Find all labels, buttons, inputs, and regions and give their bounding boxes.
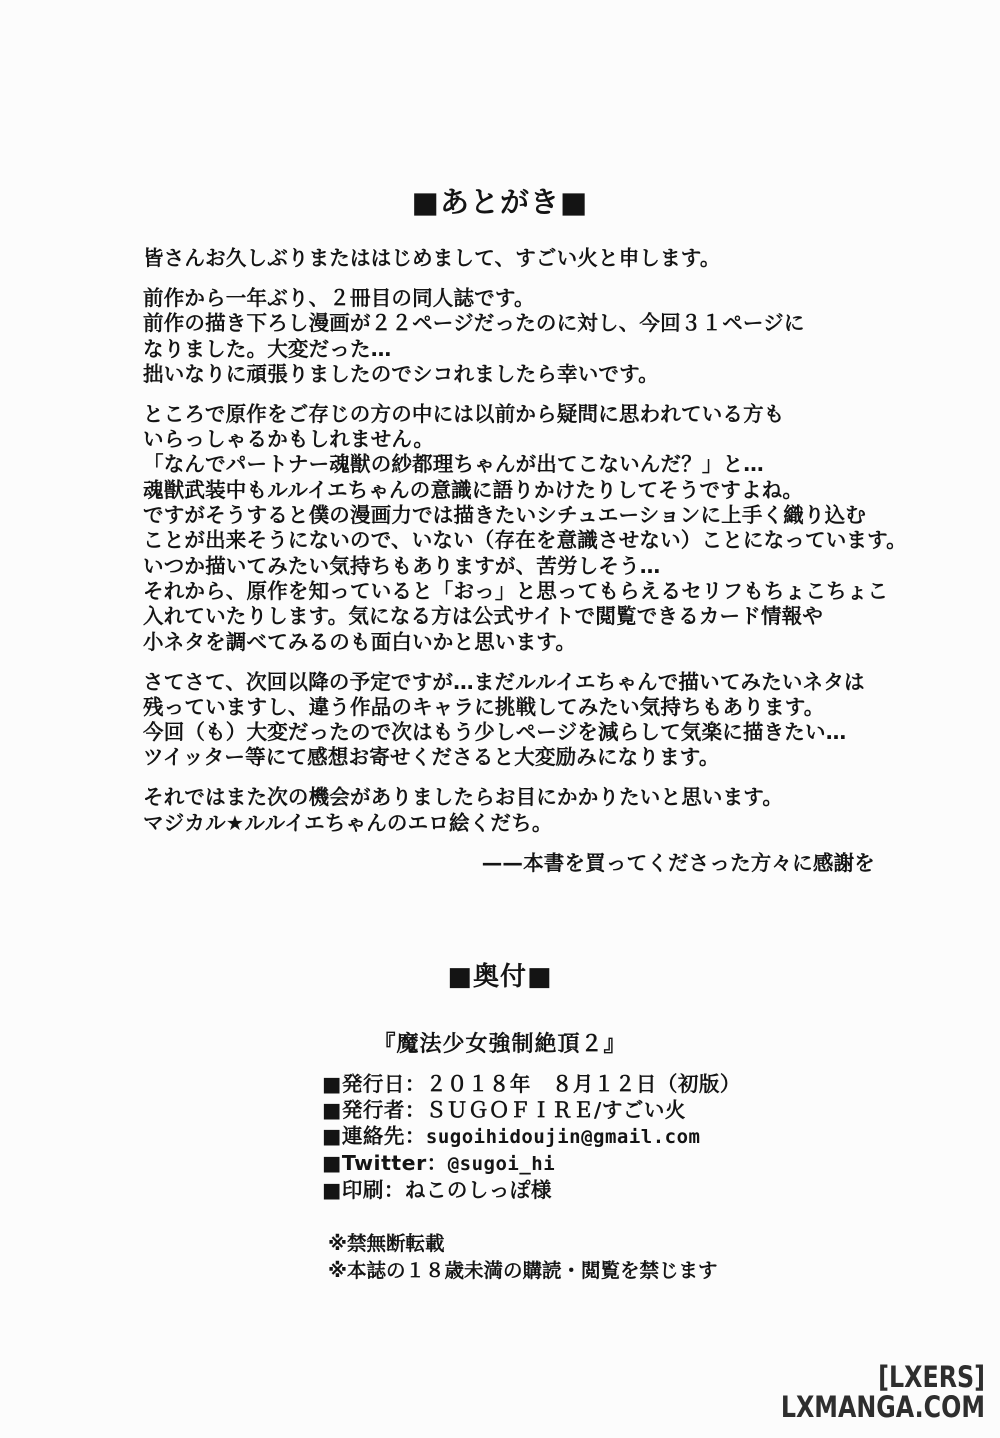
paragraph-original-work [143, 401, 907, 655]
text-line: ですがそうすると僕の漫画力では描きたいシチュエーションに上手く織り込む [143, 503, 867, 528]
text-line: 前作の描き下ろし漫画が２２ページだったのに対し、今回３１ページに [143, 311, 805, 336]
paragraph-farewell [143, 785, 875, 836]
text-line: それではまた次の機会がありましたらお目にかかりたいと思います。 [143, 785, 784, 810]
text-line: いつか描いてみたい気持ちもありますが、苦労しそう… [143, 553, 661, 578]
entry-label: ■発行日： [322, 1072, 426, 1096]
entry-label: ■Twitter： [322, 1151, 448, 1175]
watermark-tag: [LXERS] [878, 1360, 985, 1394]
colophon-entry-publish-date [322, 1071, 741, 1097]
closing-dedication: ——本書を買ってくださった方々に感謝を [481, 850, 875, 875]
book-title: 『魔法少女強制絶頂２』 [373, 1032, 627, 1057]
text-line: さてさて、次回以降の予定ですが…まだルルイエちゃんで描いてみたいネタは [143, 669, 865, 694]
colophon-entry-contact-email [322, 1123, 741, 1150]
text-line: 入れていたりします。気になる方は公式サイトで閲覧できるカード情報や [143, 604, 824, 629]
entry-value: ＳＵＧＯＦＩＲＥ/すごい火 [425, 1098, 686, 1122]
entry-value: ２０１８年 ８月１２日（初版） [425, 1072, 741, 1096]
text-line: マジカル★ルルイエちゃんのエロ絵くだち。 [143, 810, 553, 835]
text-line: ことが出来そうにないので、いない（存在を意識させない）ことになっています。 [143, 528, 907, 553]
entry-value-twitter-handle: @sugoi_hi [447, 1153, 556, 1175]
text-line: 皆さんお久しぶりまたははじめまして、すごい火と申します。 [143, 246, 721, 270]
entry-label: ■連絡先： [322, 1124, 426, 1148]
paragraph-book-info [143, 286, 875, 387]
afterword-section-title: ■あとがき■ [411, 185, 589, 219]
paragraph-future-plans [143, 670, 875, 771]
text-line: 小ネタを調べてみるのも面白いかと思います。 [143, 629, 577, 654]
entry-label: ■印刷： [322, 1178, 405, 1202]
site-watermark [781, 1362, 985, 1422]
text-line: 前作から一年ぶり、２冊目の同人誌です。 [143, 285, 535, 310]
text-line: 今回（も）大変だったので次はもう少しページを減らして気楽に描きたい… [143, 720, 847, 745]
text-line: 拙いなりに頑張りましたのでシコれましたら幸いです。 [143, 361, 659, 386]
notice-age-restriction: ※本誌の１８歳未満の購読・閲覧を禁じます [328, 1258, 718, 1282]
text-line: 残っていますし、違う作品のキャラに挑戦してみたい気持ちもあります。 [143, 694, 825, 719]
colophon-entries [322, 1071, 741, 1203]
colophon-section-title: ■奥付■ [447, 962, 553, 992]
text-line: いらっしゃるかもしれません。 [143, 427, 435, 452]
text-line: なりました。大変だった… [143, 336, 392, 361]
entry-value-email: sugoihidoujin@gmail.com [425, 1126, 701, 1148]
colophon-entry-twitter [322, 1150, 741, 1177]
text-line: それから、原作を知っていると「おっ」と思ってもらえるセリフもちょこちょこ [143, 578, 889, 603]
colophon-entry-printer [322, 1177, 741, 1203]
text-line: 魂獣武装中もルルイエちゃんの意識に語りかけたりしてそうですよね。 [143, 477, 804, 502]
text-line: 「なんでパートナー魂獣の紗都理ちゃんが出てこないんだ？」と… [143, 452, 764, 477]
afterword-body [143, 246, 907, 876]
entry-label: ■発行者： [322, 1098, 426, 1122]
text-line: ツイッター等にて感想お寄せくださると大変励みになります。 [143, 745, 720, 770]
entry-value: ねこのしっぽ様 [404, 1178, 552, 1202]
notice-no-reproduction: ※禁無断転載 [328, 1232, 445, 1255]
paragraph-greeting [143, 246, 875, 271]
watermark-site-name: LXMANGA.COM [780, 1390, 985, 1424]
text-line: ところで原作をご存じの方の中には以前から疑問に思われている方も [143, 401, 785, 426]
colophon-entry-publisher [322, 1097, 741, 1123]
legal-notices [328, 1231, 717, 1284]
